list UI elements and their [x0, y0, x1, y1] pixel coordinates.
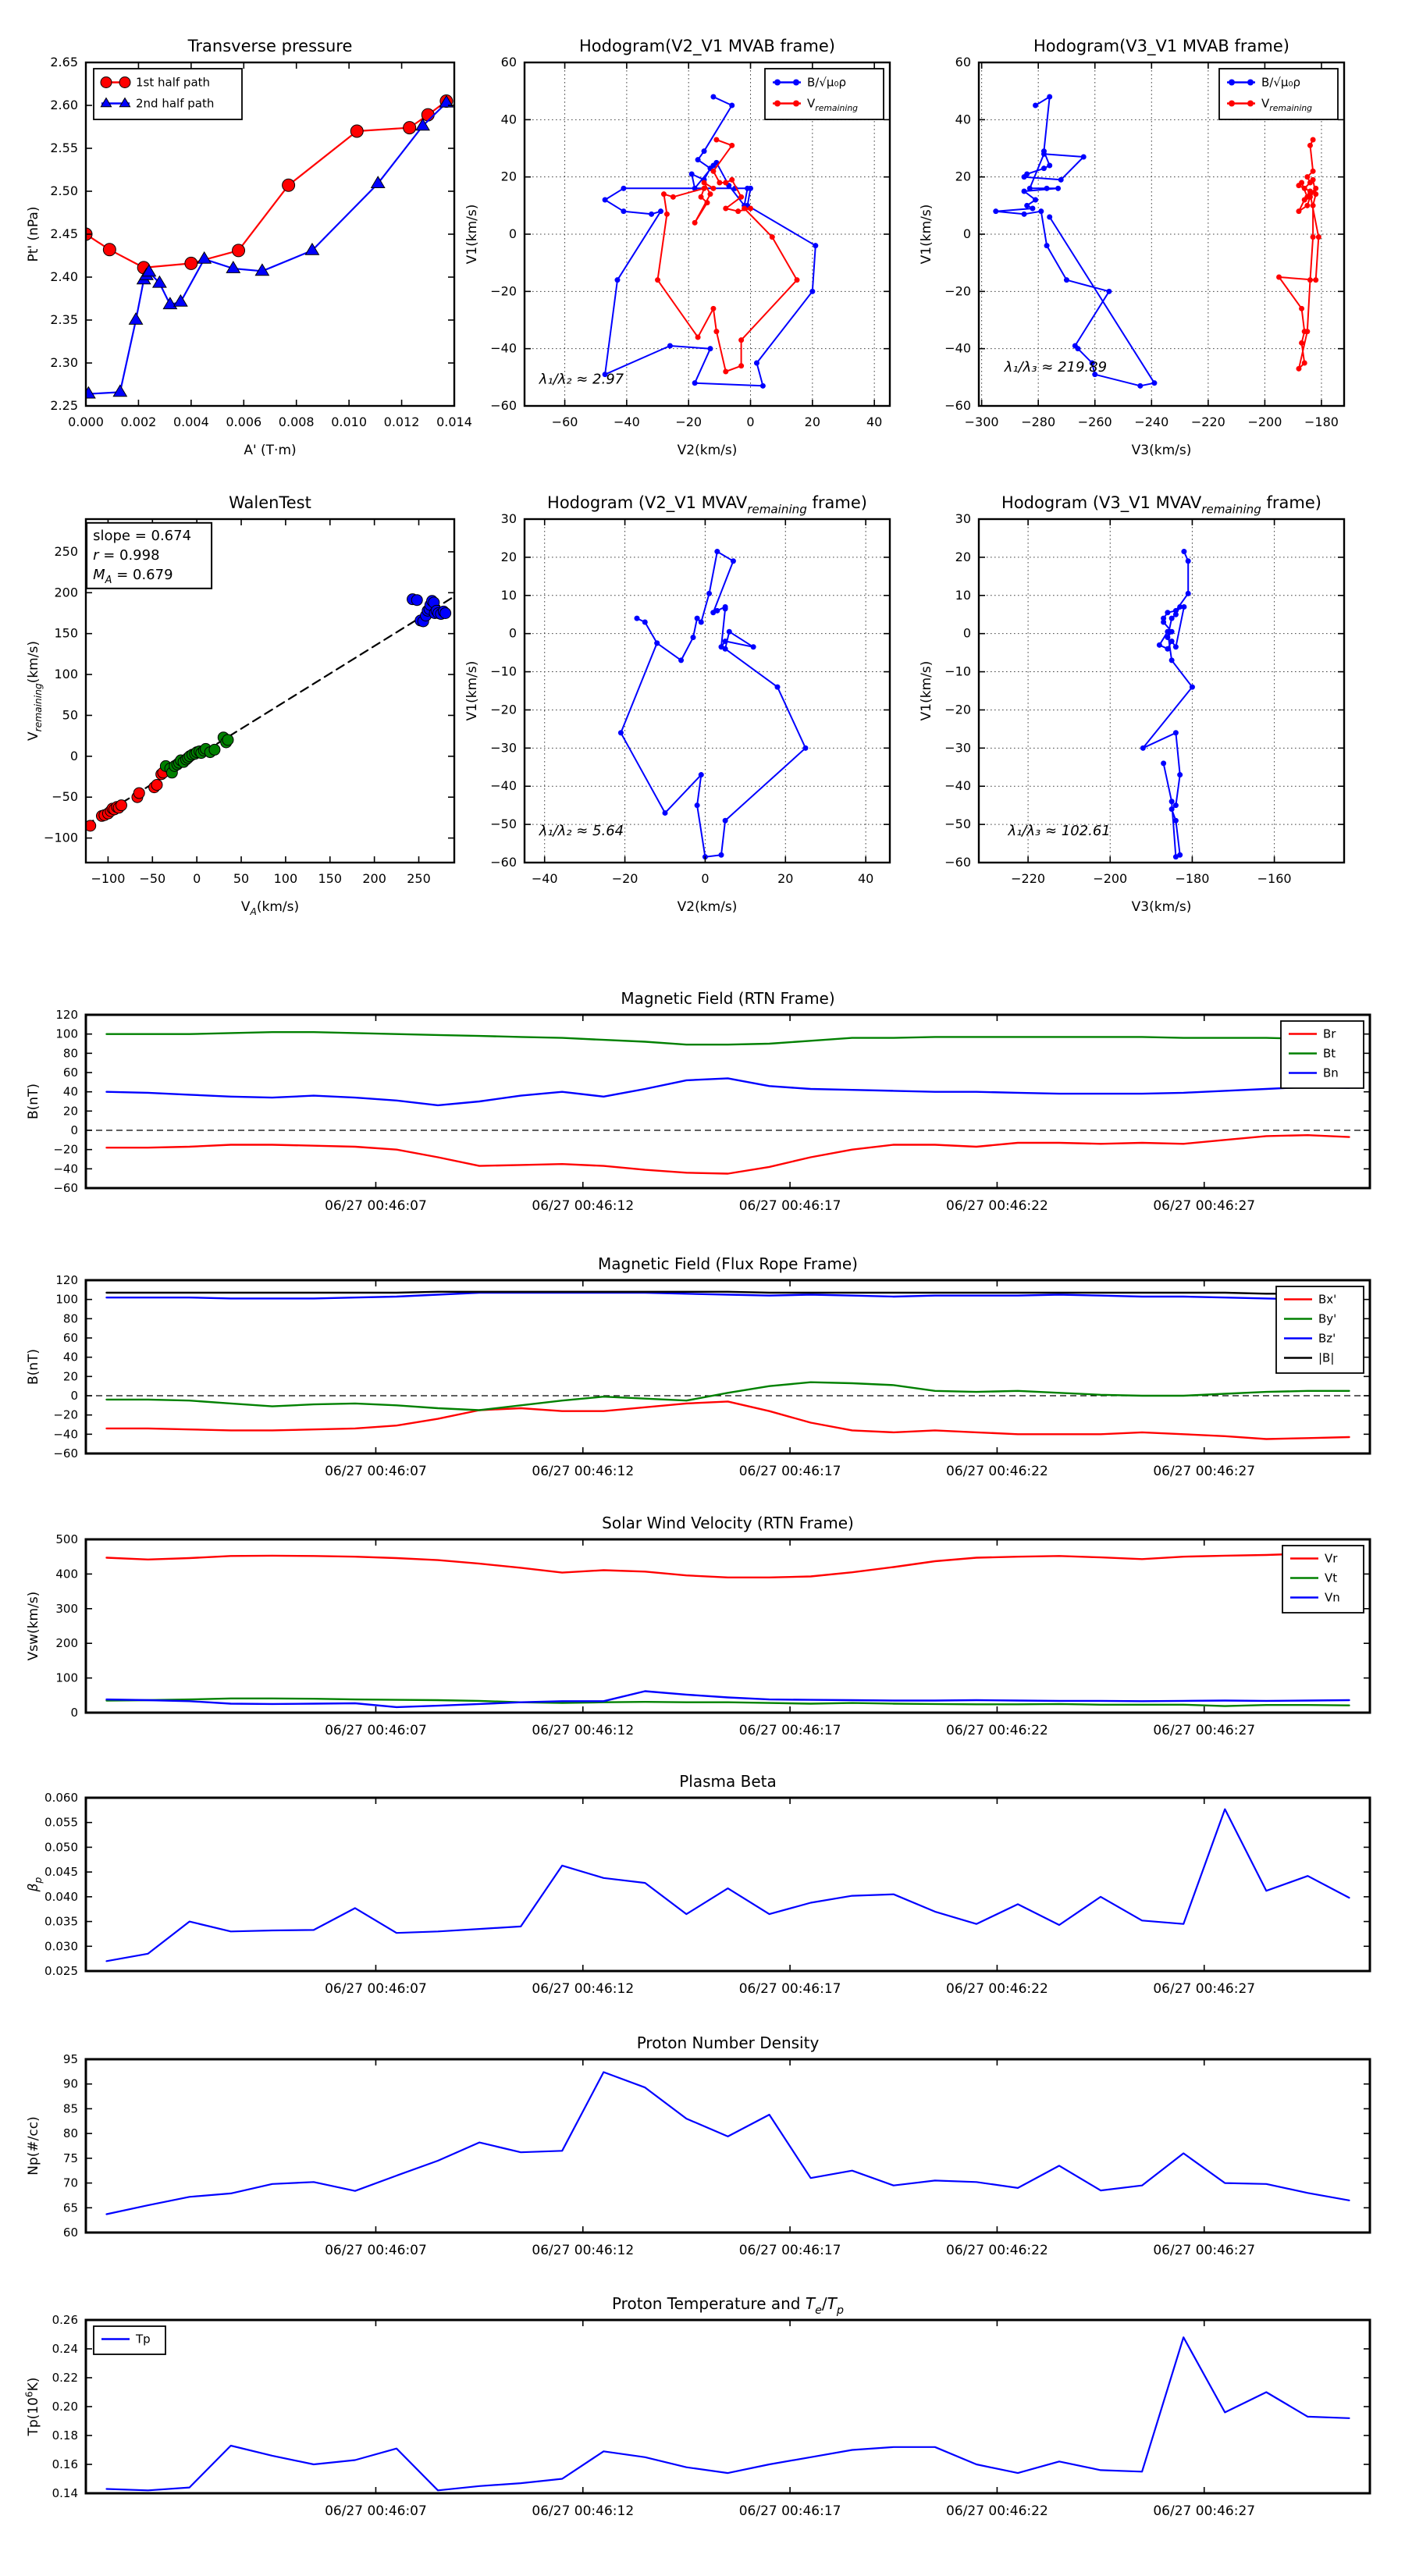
chart-proton-number-density [8, 2032, 1405, 2279]
series-group [107, 1032, 1350, 1173]
x-tick-label: 06/27 00:46:22 [946, 2243, 1048, 2258]
plot-title: Proton Number Density [636, 2033, 820, 2052]
x-tick-label: 06/27 00:46:07 [325, 1464, 427, 1479]
legend [1282, 1546, 1364, 1613]
x-tick-label: 0.004 [173, 415, 209, 429]
plot-title: Plasma Beta [679, 1772, 777, 1791]
series-Bn [107, 1078, 1350, 1105]
x-tick-label: 0 [701, 871, 710, 886]
y-tick-label: 0 [962, 625, 971, 641]
x-axis-label: V2(km/s) [677, 443, 738, 458]
x-tick-label: 150 [318, 871, 343, 886]
x-axis-label: V2(km/s) [677, 899, 738, 915]
y-tick-label: 2.65 [50, 55, 78, 69]
x-tick-label: 0.010 [331, 415, 368, 429]
x-tick-label: 06/27 00:46:27 [1153, 2503, 1256, 2519]
y-tick-label: 0.030 [44, 1939, 78, 1954]
axes-frame [86, 1798, 1370, 1971]
plot-title: WalenTest [229, 493, 311, 512]
y-tick-label: 70 [62, 2176, 78, 2190]
x-tick-label: −200 [1247, 415, 1282, 429]
annotation [87, 523, 212, 589]
y-tick-label: 0.055 [44, 1815, 78, 1830]
annotation-text: λ₁/λ₃ ≈ 219.89 [1004, 359, 1108, 375]
grid [979, 519, 1344, 863]
y-tick-label: 2.40 [50, 269, 78, 284]
x-tick-label: −260 [1077, 415, 1112, 429]
y-tick-label: 0.16 [52, 2457, 78, 2471]
axes-frame [86, 2320, 1370, 2493]
y-tick-label: 2.45 [50, 226, 78, 241]
annotation-line: r = 0.998 [93, 546, 160, 564]
x-tick-label: 06/27 00:46:27 [1153, 2243, 1256, 2258]
y-tick-label: 20 [500, 169, 517, 184]
y-tick-label: −30 [944, 740, 971, 756]
x-tick-label: 0.000 [68, 415, 104, 429]
y-tick-label: 50 [62, 707, 78, 723]
y-tick-label: 60 [62, 2226, 78, 2240]
series-group [1140, 549, 1195, 859]
y-tick-label: −10 [944, 664, 971, 679]
x-axis-label: A' (T·m) [244, 443, 297, 458]
annotation-text: λ₁/λ₃ ≈ 102.61 [1008, 822, 1111, 839]
y-tick-label: −40 [944, 778, 971, 794]
y-tick-label: 100 [55, 1292, 78, 1307]
x-tick-label: 06/27 00:46:27 [1153, 1723, 1256, 1738]
series-1st half path [80, 95, 453, 274]
x-tick-label: 06/27 00:46:07 [325, 1981, 427, 1997]
chart-hodogram-v3v1-mvav [901, 480, 1383, 928]
y-tick-label: 400 [55, 1567, 78, 1582]
plot-title: Proton Temperature and $T_e/T_p$ [611, 2294, 845, 2317]
annotation [1004, 359, 1107, 375]
y-tick-label: 40 [955, 112, 971, 127]
y-tick-label: −40 [944, 340, 971, 356]
axes-frame [86, 1280, 1370, 1453]
y-tick-label: 300 [55, 1601, 78, 1616]
y-tick-label: 0.035 [44, 1914, 78, 1929]
ticks [86, 1539, 1370, 1713]
axes-frame [979, 519, 1344, 863]
x-tick-label: 50 [233, 871, 250, 886]
y-tick-label: 90 [62, 2076, 78, 2091]
x-axis-label: V3(km/s) [1131, 899, 1192, 915]
x-tick-label: 06/27 00:46:17 [738, 1723, 841, 1738]
x-tick-label: 06/27 00:46:22 [946, 1464, 1048, 1479]
x-tick-label: 06/27 00:46:12 [532, 1464, 635, 1479]
annotation-text: λ₁/λ₂ ≈ 5.64 [539, 822, 624, 839]
x-tick-label: −20 [611, 871, 638, 886]
x-tick-label: 06/27 00:46:17 [738, 2243, 841, 2258]
series-B_alfven [603, 94, 819, 389]
legend-label: Bt [1323, 1046, 1336, 1061]
y-tick-label: 2.55 [50, 141, 78, 155]
annotation-text: λ₁/λ₂ ≈ 2.97 [539, 371, 624, 388]
y-axis-label: Pt' (nPa) [26, 206, 41, 262]
y-axis-label: $V_{remaining}(km/s)$ [26, 641, 44, 741]
x-tick-label: 0.008 [278, 415, 315, 429]
series-group [107, 2073, 1350, 2215]
y-tick-label: 40 [62, 1084, 78, 1099]
legend-label: B/√μ₀ρ [807, 75, 846, 90]
x-tick-label: −240 [1134, 415, 1169, 429]
annotation-line: slope = 0.674 [93, 527, 192, 544]
series-2nd half path [82, 96, 454, 398]
series-group [80, 95, 453, 399]
annotation [1007, 823, 1110, 839]
y-tick-label: −50 [52, 789, 78, 805]
y-tick-label: 200 [54, 585, 78, 600]
chart-transverse-pressure [8, 23, 493, 471]
legend-label: Bz' [1318, 1331, 1336, 1346]
series-Bt [107, 1032, 1350, 1044]
x-tick-label: 40 [857, 871, 874, 886]
x-tick-label: 20 [777, 871, 794, 886]
legend-label: $V_{remaining}$ [807, 96, 859, 113]
y-tick-label: 0.20 [52, 2400, 78, 2414]
y-axis-label: V1(km/s) [464, 204, 480, 265]
y-tick-label: 0.18 [52, 2428, 78, 2443]
y-tick-label: 150 [54, 625, 78, 641]
y-tick-label: 100 [54, 667, 78, 682]
y-tick-label: 30 [955, 511, 971, 526]
ticks [86, 2320, 1370, 2493]
x-tick-label: −20 [675, 415, 702, 429]
x-tick-label: −180 [1175, 871, 1210, 886]
series-Br [107, 1135, 1350, 1173]
x-tick-label: 06/27 00:46:17 [738, 1198, 841, 1214]
legend-label: Br [1323, 1026, 1336, 1041]
y-tick-label: 20 [500, 549, 517, 564]
chart-walen-test [8, 480, 493, 928]
y-axis-label: V1(km/s) [919, 204, 934, 265]
series-middle_interval [160, 732, 233, 778]
y-tick-label: 2.30 [50, 355, 78, 370]
x-tick-label: 06/27 00:46:12 [532, 1198, 635, 1214]
ticks [525, 519, 890, 863]
y-tick-label: 65 [62, 2201, 78, 2215]
y-tick-label: 0.22 [52, 2371, 78, 2385]
y-tick-label: −20 [53, 1142, 78, 1157]
x-tick-label: 100 [273, 871, 298, 886]
annotation-line: $M_A = 0.679$ [93, 566, 173, 587]
y-tick-label: −20 [490, 283, 517, 299]
series-V_remaining [655, 137, 799, 375]
y-tick-label: 20 [955, 549, 971, 564]
y-tick-label: −30 [490, 740, 517, 756]
x-tick-label: −50 [139, 871, 166, 886]
legend-label: Vn [1325, 1590, 1340, 1605]
legend-label: Bn [1323, 1066, 1339, 1080]
y-tick-label: −60 [490, 398, 517, 413]
x-tick-label: 06/27 00:46:12 [532, 1981, 635, 1997]
y-tick-label: 250 [54, 543, 78, 559]
y-tick-label: 30 [500, 511, 517, 526]
y-tick-label: 80 [62, 1311, 78, 1326]
series-group [107, 1809, 1350, 1962]
y-tick-label: −50 [944, 817, 971, 832]
series-B_alfven [993, 94, 1157, 389]
legend [1281, 1021, 1364, 1088]
y-tick-label: 0 [508, 625, 517, 641]
axes-frame [86, 2059, 1370, 2233]
legend-label: |B| [1318, 1350, 1335, 1365]
y-tick-label: 95 [62, 2052, 78, 2066]
plot-title: Solar Wind Velocity (RTN Frame) [602, 1514, 854, 1532]
chart-hodogram-v2v1-mvab [446, 23, 929, 471]
x-tick-label: −220 [1190, 415, 1225, 429]
y-tick-label: 40 [62, 1350, 78, 1364]
x-tick-label: 06/27 00:46:07 [325, 1723, 427, 1738]
y-tick-label: 100 [55, 1026, 78, 1041]
ticks [86, 2059, 1370, 2233]
y-tick-label: 200 [55, 1636, 78, 1651]
chart-hodogram-v3v1-mvab [901, 23, 1383, 471]
y-tick-label: −40 [53, 1427, 78, 1442]
x-tick-label: 06/27 00:46:17 [738, 1464, 841, 1479]
y-tick-label: −60 [53, 1181, 78, 1195]
y-tick-label: −20 [944, 702, 971, 717]
plot-title: Hodogram (V3_V1 $MVAV_{remaining}$ frame) [1001, 493, 1321, 517]
y-tick-label: −60 [944, 398, 971, 413]
legend [1276, 1286, 1364, 1373]
y-tick-label: 2.25 [50, 398, 78, 413]
y-tick-label: 60 [500, 55, 517, 69]
series-|B| [107, 1292, 1350, 1294]
chart-magnetic-field-flux-rope [8, 1253, 1405, 1500]
series-Vt [107, 1699, 1350, 1706]
legend [94, 2326, 165, 2354]
x-tick-label: 06/27 00:46:12 [532, 2503, 635, 2519]
y-tick-label: −20 [490, 702, 517, 717]
legend-label: 1st half path [136, 75, 211, 90]
y-tick-label: −60 [53, 1446, 78, 1461]
y-tick-label: 0.040 [44, 1889, 78, 1904]
x-tick-label: −220 [1011, 871, 1046, 886]
x-tick-label: 20 [804, 415, 821, 429]
x-tick-label: 06/27 00:46:07 [325, 2503, 427, 2519]
y-tick-label: 20 [62, 1369, 78, 1384]
y-tick-label: −40 [490, 340, 517, 356]
series-group [603, 94, 819, 389]
y-tick-label: 10 [955, 587, 971, 603]
x-axis-label: $V_A(km/s)$ [240, 899, 300, 918]
x-tick-label: 06/27 00:46:22 [946, 1198, 1048, 1214]
ticks [86, 1798, 1370, 1971]
x-tick-label: 06/27 00:46:12 [532, 2243, 635, 2258]
y-tick-label: 20 [62, 1104, 78, 1119]
legend [94, 69, 242, 119]
x-tick-label: −60 [551, 415, 578, 429]
x-tick-label: 06/27 00:46:27 [1153, 1198, 1256, 1214]
legend-label: 2nd half path [136, 96, 215, 111]
series-beta_p [107, 1809, 1350, 1962]
ticks [86, 1280, 1370, 1453]
x-tick-label: 40 [866, 415, 883, 429]
y-tick-label: −40 [490, 778, 517, 794]
plot-title: Hodogram(V2_V1 MVAB frame) [579, 37, 835, 55]
y-tick-label: 60 [62, 1066, 78, 1080]
y-axis-label: Np(#/cc) [26, 2116, 41, 2176]
y-tick-label: 0.26 [52, 2313, 78, 2327]
series-Bz' [107, 1293, 1350, 1300]
plot-title: Magnetic Field (Flux Rope Frame) [598, 1254, 858, 1273]
y-axis-label: B(nT) [26, 1083, 41, 1120]
x-tick-label: 06/27 00:46:27 [1153, 1464, 1256, 1479]
x-tick-label: 06/27 00:46:22 [946, 2503, 1048, 2519]
y-tick-label: −100 [44, 830, 78, 845]
x-tick-label: 0.006 [226, 415, 262, 429]
y-axis-label: Vsw(km/s) [26, 1591, 41, 1661]
annotation [539, 823, 624, 839]
legend-label: Vr [1325, 1551, 1338, 1566]
x-tick-label: 06/27 00:46:07 [325, 2243, 427, 2258]
legend-label: B/√μ₀ρ [1261, 75, 1300, 90]
x-tick-label: −300 [964, 415, 999, 429]
x-tick-label: −160 [1257, 871, 1292, 886]
series-Np [107, 2073, 1350, 2215]
x-tick-label: −200 [1093, 871, 1128, 886]
series-group [107, 1553, 1350, 1707]
y-tick-label: 0 [508, 226, 517, 241]
x-tick-label: −100 [91, 871, 126, 886]
series-V_remaining [1276, 137, 1321, 372]
y-tick-label: 0.060 [44, 1791, 78, 1805]
series-group [993, 94, 1321, 389]
chart-plasma-beta [8, 1770, 1405, 2017]
legend-label: Vt [1325, 1571, 1338, 1585]
x-tick-label: 250 [407, 871, 431, 886]
y-tick-label: 120 [55, 1008, 78, 1022]
y-tick-label: −20 [944, 283, 971, 299]
legend-label: $V_{remaining}$ [1261, 96, 1313, 113]
plot-title: Magnetic Field (RTN Frame) [621, 989, 835, 1008]
y-axis-label: B(nT) [26, 1348, 41, 1386]
y-tick-label: 60 [62, 1331, 78, 1345]
ticks [86, 1015, 1370, 1188]
plot-title: Transverse pressure [187, 37, 353, 55]
x-tick-label: 0.012 [383, 415, 420, 429]
x-tick-label: −40 [531, 871, 558, 886]
y-tick-label: −40 [53, 1162, 78, 1176]
y-tick-label: 100 [55, 1670, 78, 1685]
y-tick-label: 2.35 [50, 312, 78, 327]
y-tick-label: 120 [55, 1273, 78, 1287]
y-tick-label: −50 [490, 817, 517, 832]
y-tick-label: 0.050 [44, 1840, 78, 1855]
y-tick-label: 0 [962, 226, 971, 241]
y-tick-label: 40 [500, 112, 517, 127]
x-tick-label: 06/27 00:46:22 [946, 1981, 1048, 1997]
x-tick-label: 0 [193, 871, 201, 886]
axes-frame [525, 519, 890, 863]
y-axis-label: V1(km/s) [464, 660, 480, 721]
chart-magnetic-field-rtn [8, 987, 1405, 1234]
y-tick-label: 0 [69, 748, 78, 763]
x-tick-label: 200 [362, 871, 386, 886]
y-axis-label: $\beta_p$ [26, 1877, 44, 1892]
y-tick-label: 80 [62, 2126, 78, 2141]
chart-hodogram-v2v1-mvav [446, 480, 929, 928]
x-tick-label: 06/27 00:46:12 [532, 1723, 635, 1738]
plot-title: Hodogram (V2_V1 $MVAV_{remaining}$ frame) [547, 493, 867, 517]
x-tick-label: 06/27 00:46:22 [946, 1723, 1048, 1738]
y-tick-label: 2.60 [50, 98, 78, 112]
annotation [539, 371, 624, 387]
y-tick-label: −20 [53, 1407, 78, 1422]
series-Vr [107, 1553, 1350, 1578]
y-tick-label: 80 [62, 1046, 78, 1061]
y-axis-label: $Tp(10^6K)$ [23, 2377, 41, 2436]
legend [1219, 69, 1338, 119]
ticks [979, 519, 1344, 863]
y-axis-label: V1(km/s) [919, 660, 934, 721]
y-tick-label: 60 [955, 55, 971, 69]
y-tick-label: 500 [55, 1532, 78, 1546]
y-tick-label: 0 [70, 1389, 78, 1403]
grid [525, 519, 890, 863]
y-tick-label: 2.50 [50, 183, 78, 198]
y-tick-label: 0.24 [52, 2342, 78, 2356]
y-tick-label: −60 [490, 855, 517, 870]
y-tick-label: 0.025 [44, 1964, 78, 1978]
x-tick-label: −180 [1304, 415, 1339, 429]
y-tick-label: 0.14 [52, 2486, 78, 2500]
x-tick-label: −280 [1021, 415, 1056, 429]
chart-proton-temperature [8, 2293, 1405, 2539]
series-group [107, 1292, 1350, 1439]
series-V_remaining [1140, 549, 1195, 859]
y-tick-label: 0.045 [44, 1865, 78, 1880]
x-tick-label: 0 [746, 415, 755, 429]
x-axis-label: V3(km/s) [1131, 443, 1192, 458]
y-tick-label: 0 [70, 1123, 78, 1137]
x-tick-label: 06/27 00:46:17 [738, 2503, 841, 2519]
y-tick-label: −60 [944, 855, 971, 870]
x-tick-label: −40 [613, 415, 640, 429]
x-tick-label: 0.014 [436, 415, 472, 429]
x-tick-label: 06/27 00:46:27 [1153, 1981, 1256, 1997]
legend-label: Bx' [1318, 1292, 1337, 1307]
legend [765, 69, 884, 119]
y-tick-label: 75 [62, 2151, 78, 2165]
y-tick-label: −10 [490, 664, 517, 679]
chart-solar-wind-velocity [8, 1512, 1405, 1759]
x-tick-label: 06/27 00:46:07 [325, 1198, 427, 1214]
series-group [85, 594, 453, 831]
series-Bx' [107, 1401, 1350, 1439]
legend-label: Tp [136, 2332, 151, 2347]
axes-frame [86, 1015, 1370, 1188]
y-tick-label: 85 [62, 2101, 78, 2116]
y-tick-label: 10 [500, 587, 517, 603]
series-group [107, 2337, 1350, 2490]
y-tick-label: 20 [955, 169, 971, 184]
series-Tp [107, 2337, 1350, 2490]
axes-frame [86, 1539, 1370, 1713]
x-tick-label: 06/27 00:46:17 [738, 1981, 841, 1997]
x-tick-label: 0.002 [120, 415, 157, 429]
plot-title: Hodogram(V3_V1 MVAB frame) [1033, 37, 1289, 55]
legend-label: By' [1318, 1311, 1337, 1326]
y-tick-label: 0 [70, 1706, 78, 1720]
